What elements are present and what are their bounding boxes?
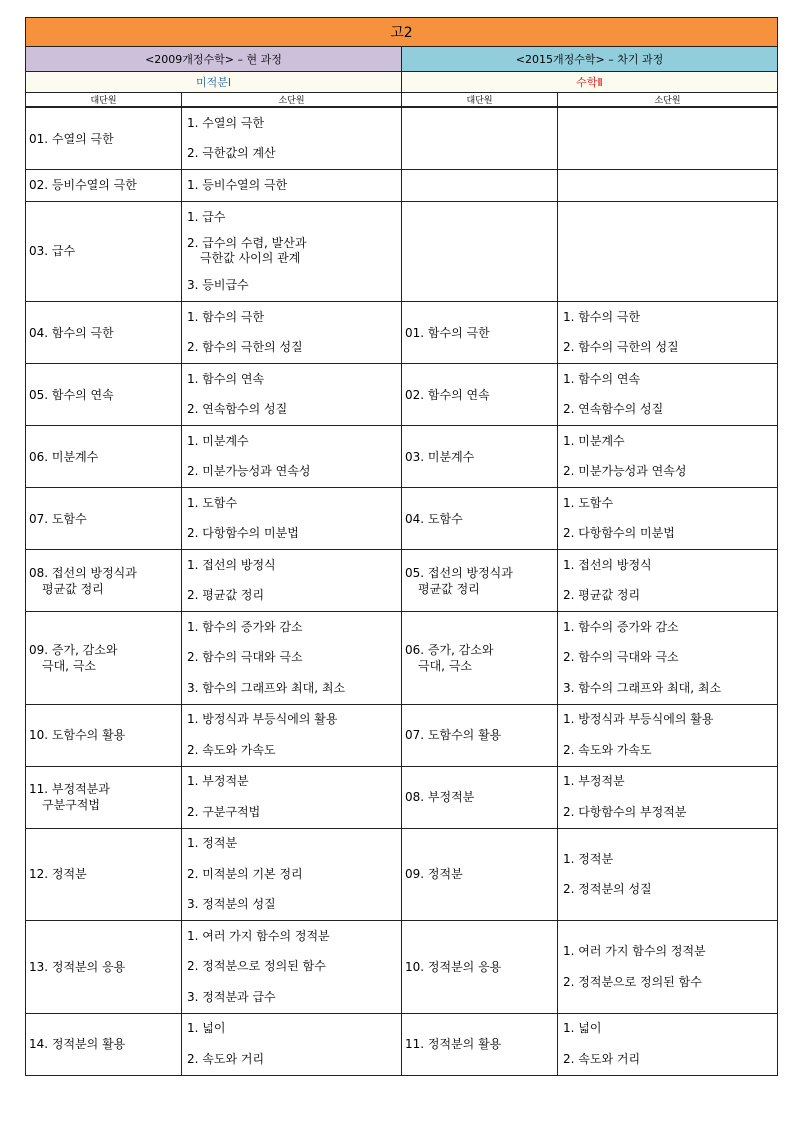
next-subunits-cell	[558, 704, 778, 766]
subunit-item: 2. 함수의 극한의 성질	[187, 340, 303, 355]
next-subunits-cell	[558, 426, 778, 488]
current-subunits-cell	[182, 550, 402, 612]
subunit-item: 2. 속도와 가속도	[187, 742, 276, 757]
next-subunits-cell	[558, 1013, 778, 1075]
subunit-item: 2. 연속함수의 성질	[563, 402, 664, 417]
subunit-item: 1. 여러 가지 함수의 정적분	[563, 944, 706, 958]
grade-title: 고2	[26, 18, 778, 47]
next-unit-cell	[402, 107, 558, 170]
next-curriculum-header: <2015개정수학> – 차기 과정	[402, 47, 778, 72]
unit-line: 구분구적법	[42, 798, 100, 812]
current-unit-cell	[26, 704, 182, 766]
unit-line: 03. 미분계수	[405, 449, 475, 464]
table-row	[26, 550, 778, 612]
next-subunits-cell	[558, 364, 778, 426]
table-row	[26, 426, 778, 488]
subunit-item: 2. 극한값의 계산	[187, 146, 276, 161]
unit-line: 평균값 정리	[42, 581, 104, 596]
subunit-item: 1. 넓이	[187, 1021, 226, 1036]
unit-line: 12. 정적분	[29, 867, 87, 882]
subunit-item: 1. 함수의 극한	[187, 309, 265, 324]
current-unit-cell	[26, 1013, 182, 1075]
unit-line: 05. 함수의 연속	[29, 387, 114, 402]
current-unit-cell	[26, 302, 182, 364]
current-unit-cell	[26, 828, 182, 921]
next-unit-cell	[402, 488, 558, 550]
unit-line: 07. 도함수의 활용	[405, 728, 502, 742]
unit-line: 11. 정적분의 활용	[405, 1037, 502, 1051]
subunit-item: 1. 함수의 연속	[563, 371, 641, 386]
subunit-item: 1. 등비수열의 극한	[187, 177, 288, 192]
next-subunits-cell	[558, 170, 778, 202]
current-subunits-cell	[182, 704, 402, 766]
unit-line: 02. 등비수열의 극한	[29, 178, 137, 193]
subunit-item: 2. 다항함수의 부정적분	[563, 804, 687, 819]
current-unit-cell	[26, 426, 182, 488]
current-subunits-cell	[182, 612, 402, 705]
subunit-item: 2. 속도와 거리	[563, 1051, 641, 1066]
next-unit-cell	[402, 170, 558, 202]
next-unit-cell	[402, 201, 558, 302]
current-curriculum-header: <2009개정수학> – 현 과정	[26, 47, 402, 72]
next-unit-cell	[402, 302, 558, 364]
unit-line: 14. 정적분의 활용	[29, 1037, 126, 1051]
current-subunits-cell	[182, 488, 402, 550]
subunit-item: 2. 미분가능성과 연속성	[563, 464, 687, 479]
unit-line: 13. 정적분의 응용	[29, 959, 126, 974]
table-row	[26, 704, 778, 766]
subunit-item: 1. 급수	[187, 209, 226, 224]
table-row	[26, 302, 778, 364]
current-unit-cell	[26, 201, 182, 302]
subunit-item: 1. 미분계수	[187, 433, 249, 448]
table-row	[26, 107, 778, 170]
next-unit-cell	[402, 550, 558, 612]
subunit-item: 1. 함수의 극한	[563, 309, 641, 324]
subunit-item: 1. 접선의 방정식	[563, 557, 652, 572]
subunit-item: 1. 정적분	[563, 851, 614, 866]
subunit-item: 1. 도함수	[563, 495, 614, 510]
table-row	[26, 170, 778, 202]
subunit-item: 3. 함수의 그래프와 최대, 최소	[187, 680, 346, 695]
subunit-item: 2. 연속함수의 성질	[187, 402, 288, 417]
unit-line: 08. 부정적분	[405, 790, 475, 804]
unit-line: 06. 미분계수	[29, 449, 99, 464]
curriculum-table	[25, 17, 778, 1076]
unit-line: 01. 수열의 극한	[29, 131, 114, 146]
table-row	[26, 921, 778, 1014]
next-subject: 수학Ⅱ	[402, 72, 778, 93]
current-subunits-cell	[182, 302, 402, 364]
curriculum-rows	[26, 107, 778, 1075]
unit-line: 02. 함수의 연속	[405, 387, 490, 402]
subunit-item: 2. 구분구적법	[187, 804, 261, 819]
current-subunits-cell	[182, 107, 402, 170]
subunit-item: 2. 함수의 극한의 성질	[563, 340, 679, 355]
table-row	[26, 766, 778, 828]
current-unit-cell	[26, 488, 182, 550]
column-header-unit: 대단원	[402, 93, 558, 108]
unit-line: 06. 증가, 감소와	[405, 642, 494, 657]
unit-line: 10. 도함수의 활용	[29, 728, 126, 742]
subunit-item: 1. 함수의 증가와 감소	[187, 619, 303, 634]
next-unit-cell	[402, 921, 558, 1014]
column-header-unit: 대단원	[26, 93, 182, 108]
next-subunits-cell	[558, 201, 778, 302]
subunit-item: 1. 여러 가지 함수의 정적분	[187, 928, 330, 943]
subunit-item: 2. 속도와 거리	[187, 1051, 265, 1066]
table-row	[26, 488, 778, 550]
subunit-item: 2. 속도와 가속도	[563, 742, 652, 757]
next-subunits-cell	[558, 488, 778, 550]
current-subunits-cell	[182, 201, 402, 302]
unit-line: 09. 정적분	[405, 867, 463, 882]
subunit-item: 1. 미분계수	[563, 433, 625, 448]
subunit-item: 2. 평균값 정리	[187, 588, 265, 603]
subunit-item: 2. 함수의 극대와 극소	[563, 650, 679, 665]
next-subunits-cell	[558, 828, 778, 921]
subunit-item: 3. 등비급수	[187, 278, 249, 292]
current-subunits-cell	[182, 766, 402, 828]
table-row	[26, 828, 778, 921]
unit-line: 09. 증가, 감소와	[29, 642, 118, 657]
next-unit-cell	[402, 612, 558, 705]
subunit-item: 2. 평균값 정리	[563, 588, 641, 603]
current-unit-cell	[26, 107, 182, 170]
subunit-item: 2. 다항함수의 미분법	[563, 526, 675, 541]
unit-line: 극대, 극소	[418, 658, 472, 673]
current-subunits-cell	[182, 1013, 402, 1075]
subunit-item: 2. 급수의 수렴, 발산과 극한값 사이의 관계	[187, 236, 307, 266]
unit-line: 10. 정적분의 응용	[405, 959, 502, 974]
subunit-item: 1. 함수의 증가와 감소	[563, 619, 679, 634]
unit-line: 평균값 정리	[418, 581, 480, 596]
next-unit-cell	[402, 426, 558, 488]
current-unit-cell	[26, 921, 182, 1014]
table-row	[26, 1013, 778, 1075]
subunit-item: 1. 함수의 연속	[187, 371, 265, 386]
subunit-item: 1. 접선의 방정식	[187, 557, 276, 572]
next-unit-cell	[402, 1013, 558, 1075]
subunit-item: 1. 수열의 극한	[187, 115, 265, 130]
current-subunits-cell	[182, 364, 402, 426]
unit-line: 11. 부정적분과	[29, 782, 110, 796]
next-subunits-cell	[558, 550, 778, 612]
subunit-item: 3. 정적분과 급수	[187, 989, 276, 1004]
subunit-item: 1. 부정적분	[563, 774, 625, 789]
unit-line: 07. 도함수	[29, 511, 87, 526]
subunit-item: 2. 정적분의 성질	[563, 882, 652, 896]
subunit-item: 2. 정적분으로 정의된 함수	[187, 959, 326, 974]
subunit-item: 2. 정적분으로 정의된 함수	[563, 974, 702, 989]
subunit-item: 1. 도함수	[187, 495, 238, 510]
subunit-item: 1. 부정적분	[187, 774, 249, 789]
unit-line: 04. 함수의 극한	[29, 325, 114, 340]
current-unit-cell	[26, 364, 182, 426]
subunit-item: 2. 미분가능성과 연속성	[187, 464, 311, 479]
unit-line: 01. 함수의 극한	[405, 325, 490, 340]
next-subunits-cell	[558, 302, 778, 364]
column-header-subunit: 소단원	[558, 93, 778, 108]
unit-line: 04. 도함수	[405, 511, 463, 526]
subunit-item: 1. 정적분	[187, 836, 238, 851]
subunit-item: 3. 함수의 그래프와 최대, 최소	[563, 680, 722, 695]
subunit-item: 3. 정적분의 성질	[187, 897, 276, 912]
subunit-item: 1. 넓이	[563, 1021, 602, 1036]
table-row	[26, 612, 778, 705]
next-unit-cell	[402, 364, 558, 426]
current-subject: 미적분Ⅰ	[26, 72, 402, 93]
subunit-item: 1. 방정식과 부등식에의 활용	[187, 712, 338, 727]
unit-line: 03. 급수	[29, 244, 76, 259]
subunit-item: 1. 방정식과 부등식에의 활용	[563, 712, 714, 727]
next-unit-cell	[402, 828, 558, 921]
current-subunits-cell	[182, 426, 402, 488]
current-subunits-cell	[182, 170, 402, 202]
subunit-item: 2. 함수의 극대와 극소	[187, 650, 303, 665]
next-subunits-cell	[558, 921, 778, 1014]
next-subunits-cell	[558, 612, 778, 705]
current-unit-cell	[26, 170, 182, 202]
next-subunits-cell	[558, 107, 778, 170]
current-subunits-cell	[182, 921, 402, 1014]
column-header-subunit: 소단원	[182, 93, 402, 108]
current-unit-cell	[26, 612, 182, 705]
current-subunits-cell	[182, 828, 402, 921]
unit-line: 08. 접선의 방정식과	[29, 565, 137, 580]
current-unit-cell	[26, 766, 182, 828]
next-unit-cell	[402, 704, 558, 766]
next-subunits-cell	[558, 766, 778, 828]
next-unit-cell	[402, 766, 558, 828]
unit-line: 05. 접선의 방정식과	[405, 565, 513, 580]
unit-line: 극대, 극소	[42, 658, 96, 673]
table-row	[26, 364, 778, 426]
subunit-item: 2. 다항함수의 미분법	[187, 526, 299, 541]
subunit-item: 2. 미적분의 기본 정리	[187, 866, 303, 881]
current-unit-cell	[26, 550, 182, 612]
table-row	[26, 201, 778, 302]
